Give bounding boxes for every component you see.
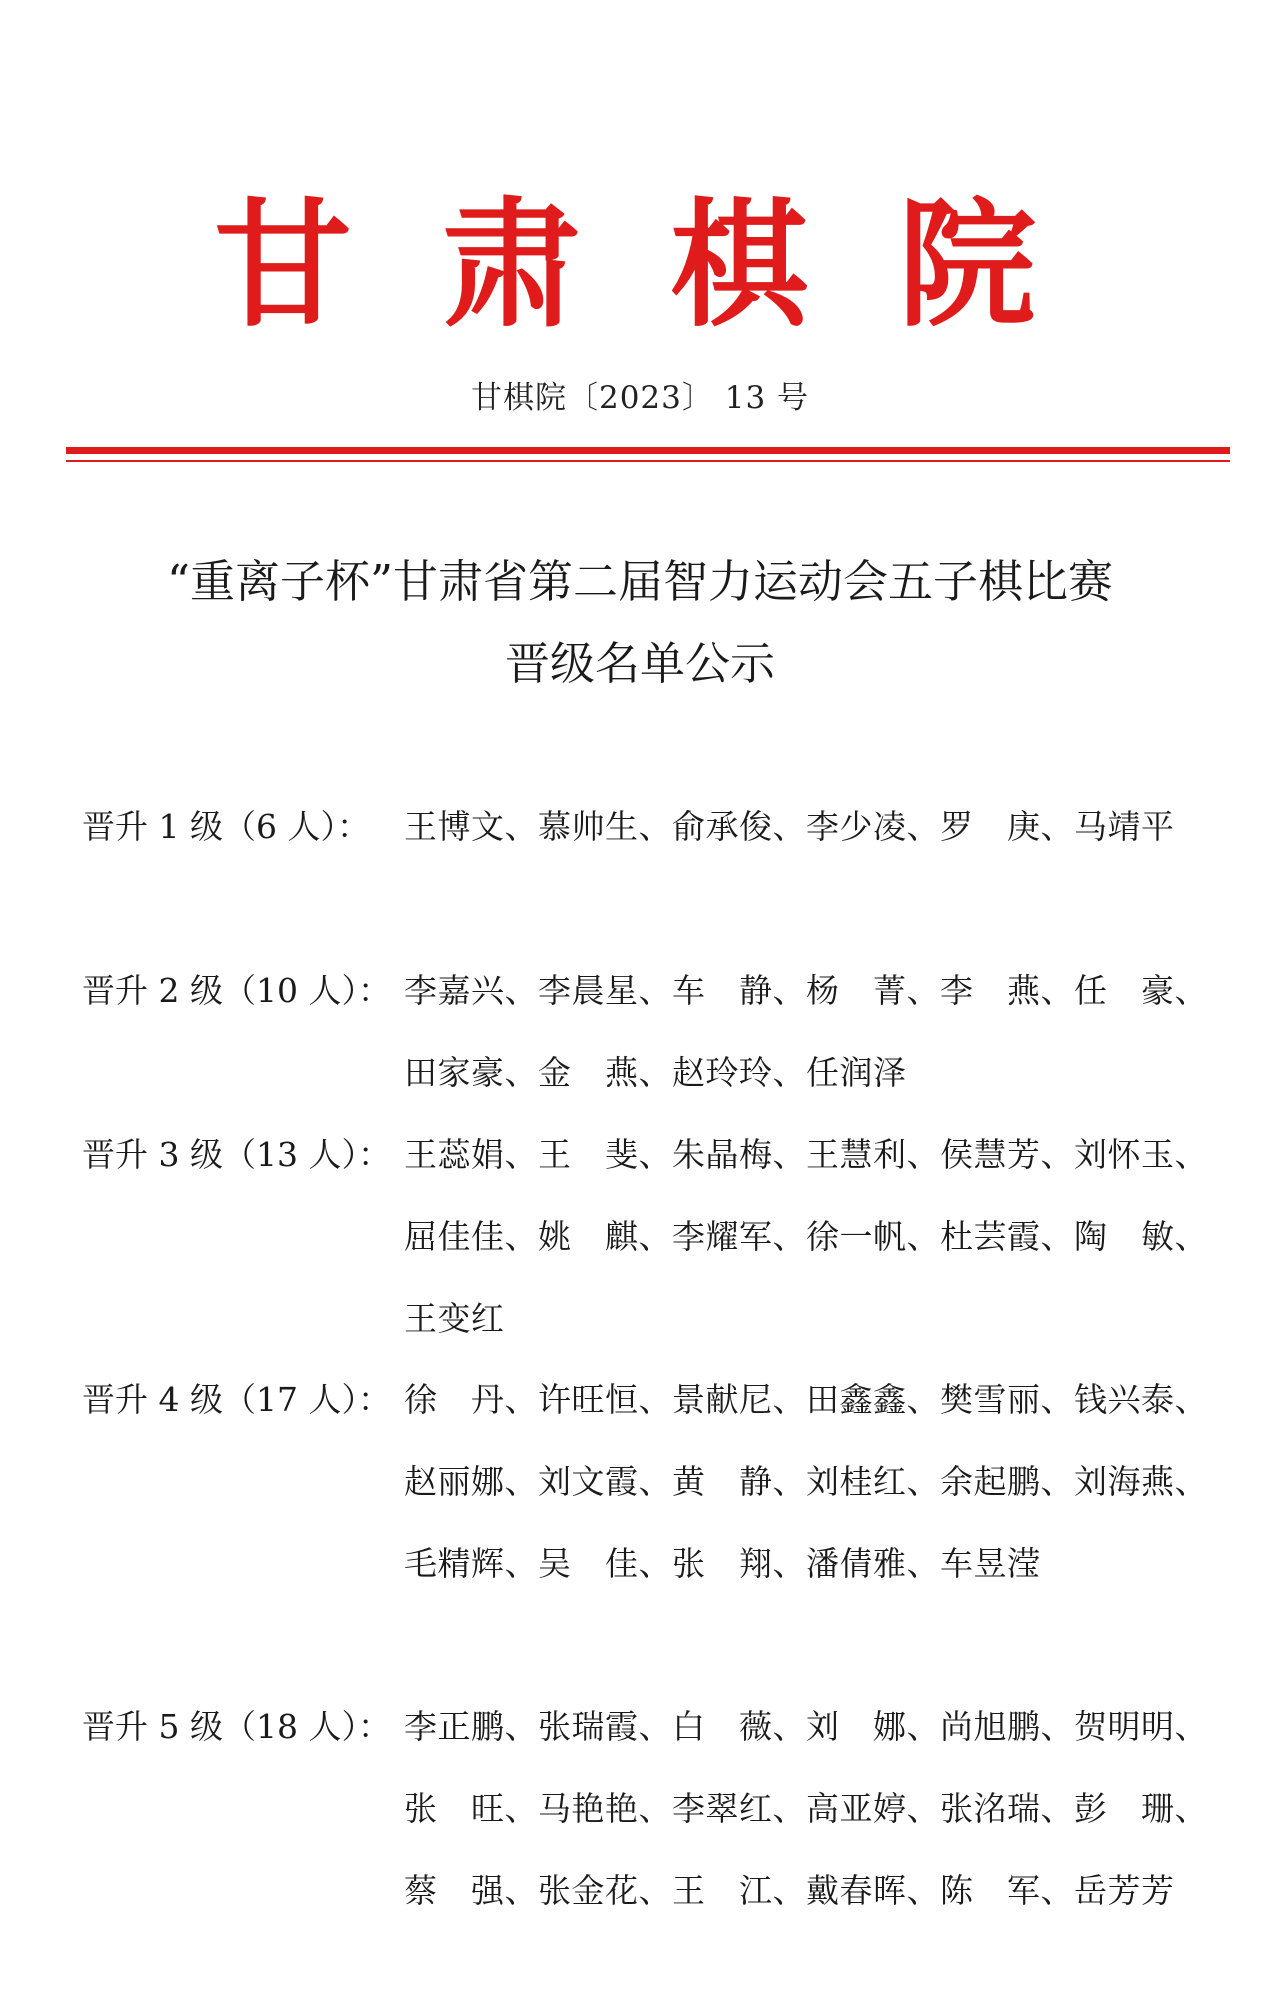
promotion-level-label: 晋升 5 级（18 人）： (82, 1707, 391, 1746)
red-divider-thick (66, 447, 1230, 454)
promotion-level-label: 晋升 3 级（13 人）： (82, 1135, 391, 1174)
promotion-names: 王博文、慕帅生、俞承俊、李少凌、罗 庚、马靖平 (404, 807, 1175, 846)
document-title-line-2: 晋级名单公示 (504, 637, 775, 690)
promotion-names: 李正鹏、张瑞霞、白 薇、刘 娜、尚旭鹏、贺明明、张 旺、马艳艳、李翠红、高亚婷、张洺瑞、彭 珊、蔡 强、张金花、王 江、戴春晖、陈 军、岳芳芳 (404, 1707, 1208, 1910)
document-number: 甘棋院〔2023〕 13 号 (470, 380, 810, 416)
promotion-names: 王蕊娟、王 斐、朱晶梅、王慧利、侯慧芳、刘怀玉、屈佳佳、姚 麒、李耀军、徐一帆、杜芸霞、陶 敏、王变红 (404, 1135, 1208, 1338)
masthead-title: 甘肃棋院 (213, 183, 1126, 346)
promotion-level-label: 晋升 2 级（10 人）： (82, 971, 391, 1010)
promotion-level-label: 晋升 1 级（6 人）： (82, 807, 370, 846)
promotion-level-label: 晋升 4 级（17 人）： (82, 1380, 391, 1419)
promotion-names: 徐 丹、许旺恒、景献尼、田鑫鑫、樊雪丽、钱兴泰、赵丽娜、刘文霞、黄 静、刘桂红、余起鹏、刘海燕、毛精辉、吴 佳、张 翔、潘倩雅、车昱滢 (404, 1380, 1208, 1583)
promotion-names: 李嘉兴、李晨星、车 静、杨 菁、李 燕、任 豪、田家豪、金 燕、赵玲玲、任润泽 (404, 971, 1208, 1092)
red-divider-thin (66, 460, 1230, 462)
document-title-line-1: “重离子杯”甘肃省第二届智力运动会五子棋比赛 (166, 555, 1113, 608)
